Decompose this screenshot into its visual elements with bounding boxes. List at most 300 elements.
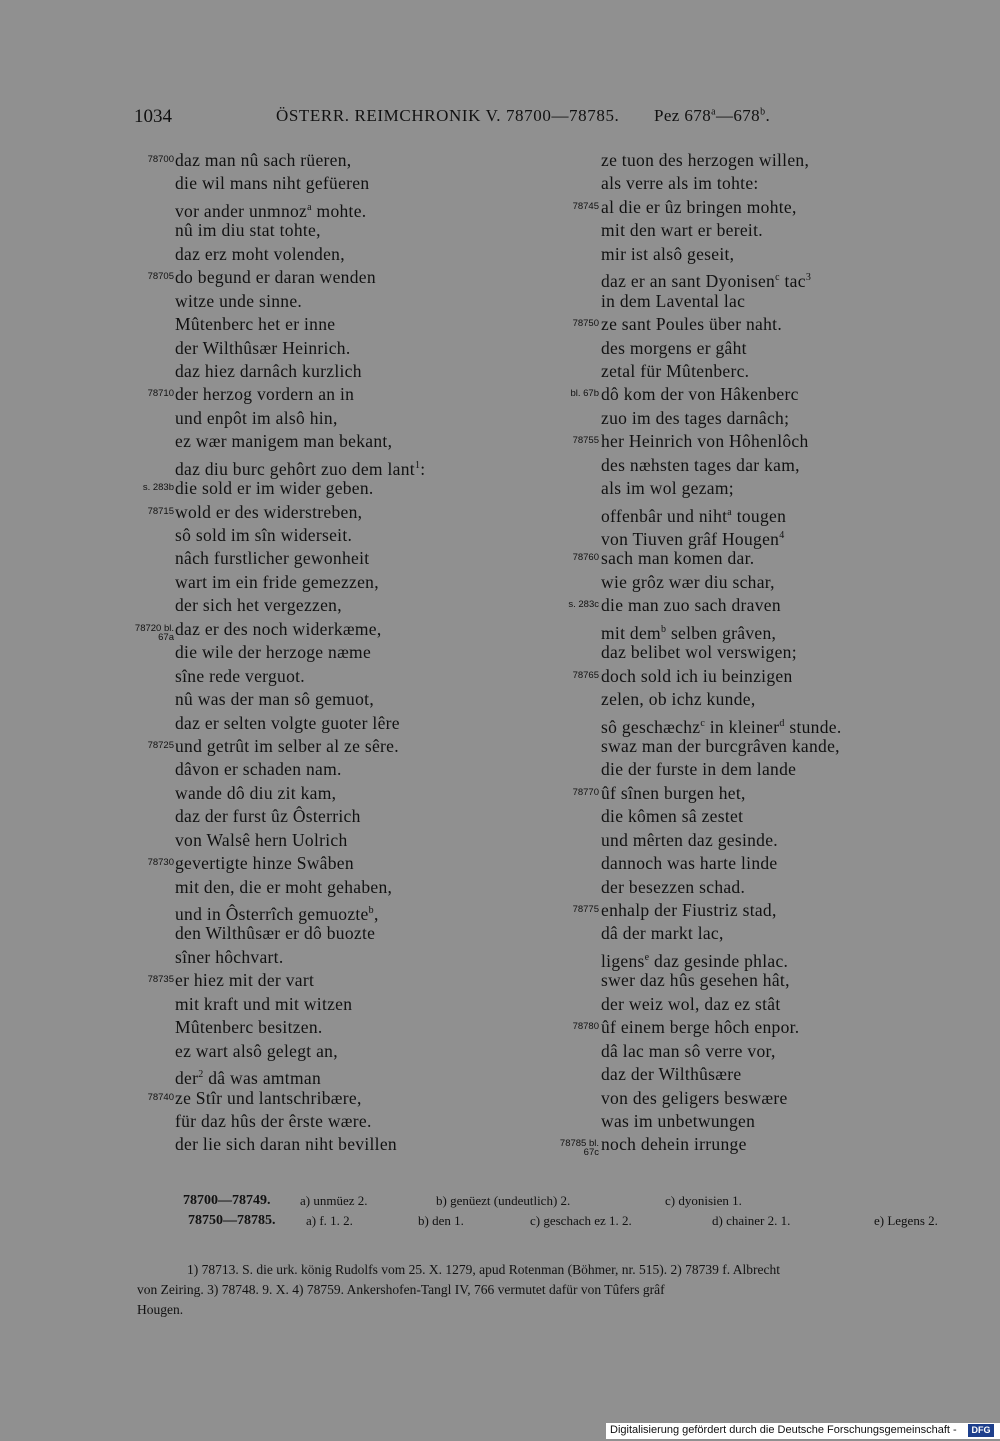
verse-text: [601, 1040, 776, 1063]
pez-sup-b: b: [760, 106, 766, 118]
verse-fragment: :: [420, 458, 426, 479]
verse-text: [175, 594, 342, 617]
verse-text: [601, 805, 743, 828]
verse-line: [545, 571, 975, 594]
verse-line: [120, 1040, 520, 1063]
verse-fragment: daz er selten volgte guoter lêre: [175, 712, 400, 733]
verse-line: [120, 524, 520, 547]
verse-fragment: sô sold im sîn widerseit.: [175, 525, 353, 545]
verse-fragment: die kômen sâ zestet: [601, 806, 744, 827]
verse-text: [601, 782, 746, 805]
verse-fragment: daz erz moht volenden,: [175, 243, 345, 264]
verse-line: [120, 735, 520, 758]
line-number: 78730: [147, 857, 174, 869]
line-number: 78725: [147, 739, 174, 751]
verse-text: [175, 430, 392, 453]
verse-fragment: gevertigte hinze Swâben: [175, 853, 354, 874]
verse-fragment: daz belibet wol verswigen;: [601, 642, 797, 663]
verse-footnote-mark: b: [368, 905, 374, 916]
verse-text: [175, 571, 379, 594]
verse-fragment: enhalp der Fiustriz stad,: [601, 900, 777, 920]
verse-line: [545, 547, 975, 570]
line-number: 78750: [572, 318, 599, 330]
verse-text: [601, 337, 747, 360]
verse-line: [120, 1016, 520, 1039]
verse-text: [175, 243, 345, 266]
verse-line: [120, 266, 520, 289]
pez-reference: [654, 106, 770, 126]
verse-fragment: daz er an sant Dyonisen: [601, 271, 776, 292]
verse-text: [601, 430, 809, 453]
verse-line: [545, 172, 975, 195]
verse-line: [120, 196, 520, 219]
verse-fragment: swaz man der burcgrâven kande,: [601, 735, 840, 756]
verse-fragment: mohte.: [311, 200, 367, 221]
verse-line: [545, 922, 975, 945]
verse-line: [120, 149, 520, 172]
verse-footnote-mark: e: [644, 951, 650, 963]
verse-line: [120, 219, 520, 242]
verse-fragment: dâ lac man sô verre vor,: [601, 1040, 776, 1061]
verse-footnote-mark: b: [660, 623, 667, 635]
verse-line: [545, 149, 975, 172]
verse-line: [120, 969, 520, 992]
verse-line: [545, 852, 975, 875]
verse-fragment: daz man nû sach rüeren,: [175, 150, 352, 170]
verse-text: [601, 1110, 755, 1133]
verse-text: [175, 758, 342, 781]
verse-text: [601, 290, 745, 313]
verse-fragment: des morgens er gâht: [601, 337, 747, 358]
pez-sup-a: a: [711, 106, 716, 118]
verse-line: [545, 899, 975, 922]
verse-text: [601, 594, 781, 617]
verse-text: [175, 688, 374, 711]
verse-line: [545, 524, 975, 547]
verse-fragment: her Heinrich von Hôhenlôch: [601, 431, 809, 452]
line-number: 78775: [572, 904, 599, 915]
verse-fragment: von des geligers beswære: [601, 1087, 788, 1108]
line-number: 78755: [572, 435, 599, 447]
footnote-line-2: von Zeiring. 3) 78748. 9. X. 4) 78759. Ankershofen-Tangl IV, 766 vermutet dafür von Tûfers grâf: [137, 1282, 665, 1297]
verse-fragment: dô kom der von Hâkenberc: [601, 384, 799, 405]
verse-line: [545, 735, 975, 758]
verse-footnote-mark: 4: [779, 530, 785, 541]
verse-footnote-mark: a: [307, 201, 312, 213]
verse-line: [545, 196, 975, 219]
line-number: 78760: [572, 552, 599, 564]
verse-fragment: mit dem: [601, 622, 661, 643]
verse-text: [175, 547, 369, 570]
verse-fragment: daz hiez darnâch kurzlich: [175, 360, 362, 381]
verse-text: [175, 782, 336, 805]
verse-fragment: die man zuo sach draven: [601, 595, 781, 616]
verse-fragment: und in Ôsterrîch gemuozte: [175, 903, 369, 924]
variant-c: c) geschach ez 1. 2.: [530, 1213, 632, 1228]
verse-line: [545, 383, 975, 406]
verse-fragment: er hiez mit der vart: [175, 970, 315, 991]
verse-line: [120, 852, 520, 875]
verse-fragment: mit kraft und mit witzen: [175, 993, 353, 1014]
verse-fragment: die wile der herzoge næme: [175, 642, 372, 663]
verse-line: [545, 641, 975, 664]
variant-a: a) unmüez 2.: [300, 1193, 368, 1208]
verse-line: [120, 360, 520, 383]
verse-fragment: daz der furst ûz Ôsterrich: [175, 806, 361, 827]
verse-line: [120, 547, 520, 570]
verse-footnote-mark: 3: [805, 272, 812, 284]
verse-text: [175, 993, 352, 1016]
running-title: ÖSTERR. REIMCHRONIK V. 78700—78785.: [276, 106, 620, 125]
verse-line: [120, 243, 520, 266]
variant-range: 78750—78785.: [188, 1213, 276, 1228]
line-number: 78710: [147, 388, 174, 400]
line-number: 78715: [147, 505, 174, 517]
verse-line: [120, 594, 520, 617]
verse-fragment: des næhsten tages dar kam,: [601, 454, 800, 475]
verse-text: [175, 969, 314, 992]
verse-fragment: sîner hôchvart.: [175, 946, 284, 967]
verse-text: [601, 360, 749, 383]
verse-fragment: daz er des noch widerkæme,: [175, 618, 382, 639]
verse-line: [120, 688, 520, 711]
pez-suffix: .: [765, 106, 771, 125]
verse-line: [545, 501, 975, 524]
verse-line: [545, 477, 975, 500]
left-verse-column: [120, 149, 520, 1157]
verse-text: [601, 641, 797, 664]
variant-e: e) Legens 2.: [874, 1213, 938, 1228]
line-number: 78720 bl. 67a: [134, 622, 174, 643]
verse-text: [601, 1133, 747, 1156]
verse-text: [601, 922, 724, 945]
verse-fragment: al die er ûz bringen mohte,: [601, 196, 797, 217]
verse-text: [601, 313, 782, 336]
verse-line: [120, 782, 520, 805]
verse-text: [175, 266, 376, 289]
verse-text: [175, 665, 305, 688]
verse-fragment: dannoch was harte linde: [601, 853, 778, 874]
verse-line: [545, 1133, 975, 1159]
verse-line: [545, 876, 975, 899]
verse-text: [601, 899, 777, 922]
verse-fragment: vor ander unmnoz: [175, 200, 308, 221]
verse-text: [175, 946, 284, 969]
verse-line: [120, 712, 520, 735]
verse-line: [120, 313, 520, 336]
pez-dash: —678: [715, 106, 761, 125]
verse-line: [545, 219, 975, 242]
line-number: 78780: [572, 1021, 599, 1033]
variant-c: c) dyonisien 1.: [665, 1193, 742, 1208]
verse-fragment: als im wol gezam;: [601, 478, 734, 499]
verse-text: [601, 243, 734, 266]
verse-fragment: zuo im des tages darnâch;: [601, 407, 790, 428]
verse-fragment: ez wær manigem man bekant,: [175, 431, 393, 452]
verse-fragment: ze tuon des herzogen willen,: [601, 150, 810, 170]
verse-line: [545, 946, 975, 969]
verse-line: [545, 1110, 975, 1133]
verse-fragment: daz gesinde phlac.: [649, 950, 789, 971]
variant-b: b) den 1.: [418, 1213, 464, 1228]
verse-text: [175, 922, 375, 945]
verse-fragment: sîne rede verguot.: [175, 665, 305, 686]
verse-line: [120, 383, 520, 406]
verse-fragment: in dem Lavental lac: [601, 290, 746, 311]
line-number: 78785 bl. 67c: [559, 1138, 599, 1159]
line-number: 78745: [572, 200, 599, 212]
verse-line: [545, 782, 975, 805]
verse-text: [175, 290, 302, 313]
verse-fragment: dâ der markt lac,: [601, 923, 724, 944]
verse-line: [545, 337, 975, 360]
verse-text: [175, 477, 374, 500]
verse-text: [175, 829, 348, 852]
verse-fragment: die der furste in dem lande: [601, 759, 797, 780]
verse-footnote-mark: c: [700, 717, 706, 729]
verse-fragment: Mûtenberc het er inne: [175, 314, 336, 335]
verse-text: [601, 735, 840, 758]
verse-fragment: dâ was amtman: [203, 1067, 321, 1088]
verse-fragment: und enpôt im alsô hin,: [175, 407, 338, 428]
verse-text: [601, 196, 797, 219]
verse-text: [175, 313, 335, 336]
verse-text: [175, 1016, 323, 1039]
verse-fragment: was im unbetwungen: [601, 1110, 756, 1131]
verse-fragment: ligens: [601, 950, 645, 971]
verse-text: [601, 829, 778, 852]
verse-line: [120, 876, 520, 899]
verse-fragment: mit den, die er moht gehaben,: [175, 876, 393, 897]
verse-fragment: noch dehein irrunge: [601, 1134, 747, 1155]
pez-prefix: Pez 678: [654, 106, 712, 125]
verse-fragment: ,: [373, 903, 379, 924]
running-head: [0, 106, 1000, 132]
verse-footnote-mark: d: [779, 717, 785, 729]
verse-line: [120, 641, 520, 664]
footnotes: [137, 1260, 963, 1320]
verse-line: [120, 1110, 520, 1133]
verse-line: [120, 922, 520, 945]
verse-line: [545, 313, 975, 336]
footnote-line-3: Hougen.: [137, 1302, 184, 1317]
funding-footer: [606, 1423, 1000, 1439]
verse-text: [601, 852, 778, 875]
verse-text: [175, 219, 321, 242]
verse-text: [601, 547, 754, 570]
verse-fragment: dâvon er schaden nam.: [175, 759, 342, 780]
verse-line: [120, 172, 520, 195]
verse-text: [601, 219, 763, 242]
verse-line: [545, 430, 975, 453]
verse-text: [175, 852, 354, 875]
line-number: bl. 67b: [570, 388, 599, 400]
verse-text: [175, 337, 351, 360]
line-number: 78765: [572, 669, 599, 681]
verse-line: [545, 1040, 975, 1063]
verse-line: [545, 266, 975, 292]
verse-line: [120, 946, 520, 969]
verse-text: [601, 969, 790, 992]
verse-fragment: und getrût im selber al ze sêre.: [175, 735, 399, 756]
verse-line: [545, 758, 975, 781]
variant-row-1: [0, 1193, 1000, 1211]
verse-fragment: den Wilthûsær er dô buozte: [175, 923, 376, 944]
verse-line: [545, 665, 975, 688]
verse-line: [120, 430, 520, 453]
verse-footnote-mark: c: [775, 272, 780, 284]
verse-line: [120, 454, 520, 477]
verse-text: [601, 149, 809, 172]
verse-fragment: nû was der man sô gemuot,: [175, 689, 374, 710]
verse-line: [120, 1063, 520, 1086]
verse-text: [175, 524, 352, 547]
verse-text: [175, 641, 371, 664]
verse-line: [545, 594, 975, 617]
line-number: 78770: [572, 786, 599, 798]
verse-text: [601, 688, 756, 711]
verse-fragment: zetal für Mûtenberc.: [601, 360, 750, 381]
verse-fragment: die wil mans niht gefüeren: [175, 173, 370, 194]
verse-line: [120, 501, 520, 524]
verse-line: [120, 477, 520, 500]
verse-fragment: der Wilthûsær Heinrich.: [175, 337, 351, 358]
footnote-line-1: 1) 78713. S. die urk. könig Rudolfs vom 25. X. 1279, apud Rotenman (Böhmer, nr. 515). 2) 78739 f. Albrecht: [187, 1262, 781, 1277]
verse-text: [175, 618, 382, 641]
verse-fragment: wold er des widerstreben,: [175, 501, 363, 522]
verse-text: [175, 712, 400, 735]
verse-text: [175, 735, 399, 758]
verse-line: [120, 407, 520, 430]
verse-line: [120, 758, 520, 781]
verse-line: [545, 829, 975, 852]
verse-line: [120, 618, 520, 641]
verse-text: [175, 360, 362, 383]
verse-fragment: ûf einem berge hôch enpor.: [601, 1017, 800, 1038]
variant-d: d) chainer 2. 1.: [712, 1213, 791, 1228]
page-number: 1034: [134, 106, 172, 127]
verse-line: [120, 665, 520, 688]
verse-text: [601, 1016, 799, 1039]
verse-line: [120, 1087, 520, 1110]
variant-readings: [0, 1193, 1000, 1233]
verse-fragment: mir ist alsô geseit,: [601, 243, 735, 264]
verse-fragment: Mûtenberc besitzen.: [175, 1017, 323, 1038]
verse-fragment: ez wart alsô gelegt an,: [175, 1040, 338, 1061]
variant-a: a) f. 1. 2.: [306, 1213, 353, 1228]
verse-fragment: wart im ein fride gemezzen,: [175, 571, 379, 592]
verse-fragment: der sich het vergezzen,: [175, 595, 342, 616]
verse-line: [120, 993, 520, 1016]
verse-line: [120, 829, 520, 852]
line-number: 78735: [147, 974, 174, 986]
line-number: 78700: [147, 154, 174, 165]
verse-line: [120, 290, 520, 313]
verse-fragment: swer daz hûs gesehen hât,: [601, 970, 790, 991]
line-number: 78705: [147, 271, 174, 283]
verse-text: [601, 876, 745, 899]
verse-line: [545, 993, 975, 1016]
verse-line: [545, 688, 975, 711]
verse-footnote-mark: 2: [198, 1069, 204, 1081]
verse-fragment: daz diu burc gehôrt zuo dem lant: [175, 458, 415, 479]
verse-footnote-mark: 1: [414, 459, 421, 471]
verse-line: [545, 805, 975, 828]
verse-fragment: sach man komen dar.: [601, 548, 755, 569]
verse-fragment: mit den wart er bereit.: [601, 220, 763, 241]
verse-fragment: wie grôz wær diu schar,: [601, 571, 775, 592]
verse-fragment: doch sold ich iu beinzigen: [601, 665, 793, 686]
verse-fragment: von Walsê hern Uolrich: [175, 829, 348, 850]
verse-text: [175, 501, 362, 524]
verse-line: [120, 337, 520, 360]
verse-text: [601, 1063, 741, 1086]
verse-text: [601, 758, 796, 781]
verse-text: [175, 407, 338, 430]
verse-line: [545, 712, 975, 735]
verse-fragment: der besezzen schad.: [601, 876, 746, 897]
verse-text: [601, 993, 781, 1016]
verse-text: [601, 454, 800, 477]
verse-fragment: tac: [779, 271, 806, 292]
right-verse-column: [545, 149, 975, 1157]
verse-fragment: nû im diu stat tohte,: [175, 220, 321, 241]
verse-footnote-mark: a: [727, 506, 733, 518]
verse-line: [545, 454, 975, 477]
verse-line: [120, 1133, 520, 1156]
verse-fragment: nâch furstlicher gewonheit: [175, 548, 370, 569]
verse-fragment: der: [175, 1067, 199, 1088]
verse-fragment: ze sant Poules über naht.: [601, 314, 782, 335]
verse-fragment: als verre als im tohte:: [601, 173, 759, 194]
verse-text: [601, 407, 789, 430]
verse-text: [175, 1133, 397, 1156]
verse-fragment: tougen: [732, 505, 787, 526]
verse-line: [545, 360, 975, 383]
funding-text: Digitalisierung gefördert durch die Deutsche Forschungsgemeinschaft -: [610, 1424, 957, 1436]
verse-text: [175, 383, 354, 406]
verse-fragment: der lie sich daran niht bevillen: [175, 1134, 397, 1155]
verse-text: [601, 1087, 788, 1110]
verse-fragment: sô geschæchz: [601, 716, 701, 737]
verse-line: [120, 805, 520, 828]
verse-line: [120, 899, 520, 922]
verse-text: [601, 477, 734, 500]
verse-fragment: und mêrten daz gesinde.: [601, 829, 778, 850]
verse-text: [601, 665, 793, 688]
verse-text: [175, 172, 369, 195]
verse-line: [545, 969, 975, 992]
variant-row-2: [0, 1213, 1000, 1231]
verse-line: [120, 571, 520, 594]
verse-fragment: ze Stîr und lantschribære,: [175, 1087, 362, 1108]
verse-fragment: der weiz wol, daz ez stât: [601, 993, 781, 1014]
verse-line: [545, 618, 975, 641]
verse-line: [545, 1063, 975, 1086]
verse-fragment: do begund er daran wenden: [175, 267, 376, 288]
verse-fragment: ûf sînen burgen het,: [601, 782, 746, 803]
verse-text: [175, 149, 351, 172]
verse-line: [545, 1087, 975, 1110]
verse-fragment: die sold er im wider geben.: [175, 478, 374, 499]
verse-fragment: in kleiner: [705, 716, 780, 737]
verse-fragment: für daz hûs der êrste wære.: [175, 1110, 372, 1131]
variant-range: 78700—78749.: [183, 1193, 271, 1208]
verse-text: [601, 383, 799, 406]
verse-line: [545, 1016, 975, 1039]
verse-line: [545, 243, 975, 266]
line-number: 78740: [147, 1091, 174, 1103]
